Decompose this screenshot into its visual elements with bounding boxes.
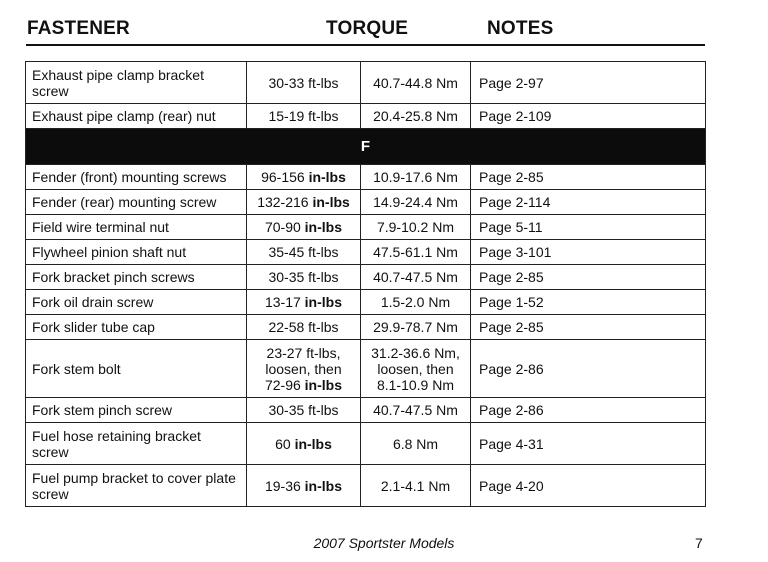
- header-fastener: FASTENER: [27, 18, 130, 39]
- metric-cell: 2.1-4.1 Nm: [361, 465, 471, 507]
- header-torque: TORQUE: [326, 18, 409, 39]
- table-row: [26, 423, 706, 465]
- fastener-cell: Field wire terminal nut: [26, 215, 247, 240]
- table-row: [26, 465, 706, 507]
- fastener-cell: Exhaust pipe clamp (rear) nut: [26, 104, 247, 129]
- torque-cell: 96-156 in-lbs: [247, 165, 361, 190]
- metric-cell: 40.7-47.5 Nm: [361, 265, 471, 290]
- notes-cell: Page 2-109: [471, 104, 706, 129]
- torque-cell: 13-17 in-lbs: [247, 290, 361, 315]
- table-row: [26, 265, 706, 290]
- notes-cell: Page 2-97: [471, 62, 706, 104]
- metric-cell: 31.2-36.6 Nm, loosen, then 8.1-10.9 Nm: [361, 340, 471, 398]
- torque-cell: 70-90 in-lbs: [247, 215, 361, 240]
- metric-cell: 47.5-61.1 Nm: [361, 240, 471, 265]
- metric-cell: 6.8 Nm: [361, 423, 471, 465]
- torque-cell: 19-36 in-lbs: [247, 465, 361, 507]
- fastener-cell: Fender (rear) mounting screw: [26, 190, 247, 215]
- torque-cell: 23-27 ft-lbs, loosen, then 72-96 in-lbs: [247, 340, 361, 398]
- notes-cell: Page 2-86: [471, 398, 706, 423]
- notes-cell: Page 1-52: [471, 290, 706, 315]
- metric-cell: 7.9-10.2 Nm: [361, 215, 471, 240]
- metric-cell: 10.9-17.6 Nm: [361, 165, 471, 190]
- fastener-cell: Exhaust pipe clamp bracket screw: [26, 62, 247, 104]
- metric-cell: 20.4-25.8 Nm: [361, 104, 471, 129]
- table-row: [26, 190, 706, 215]
- notes-cell: Page 2-85: [471, 315, 706, 340]
- fastener-cell: Fork slider tube cap: [26, 315, 247, 340]
- fastener-cell: Fork stem bolt: [26, 340, 247, 398]
- metric-cell: 29.9-78.7 Nm: [361, 315, 471, 340]
- notes-cell: Page 3-101: [471, 240, 706, 265]
- table-row: [26, 290, 706, 315]
- metric-cell: 1.5-2.0 Nm: [361, 290, 471, 315]
- page-number: 7: [695, 535, 703, 551]
- torque-cell: 30-33 ft-lbs: [247, 62, 361, 104]
- table-row: [26, 215, 706, 240]
- table-row: [26, 315, 706, 340]
- section-band: [26, 129, 706, 165]
- notes-cell: Page 4-31: [471, 423, 706, 465]
- fastener-cell: Fork bracket pinch screws: [26, 265, 247, 290]
- fastener-cell: Fuel pump bracket to cover plate screw: [26, 465, 247, 507]
- torque-cell: 30-35 ft-lbs: [247, 265, 361, 290]
- torque-cell: 35-45 ft-lbs: [247, 240, 361, 265]
- metric-cell: 40.7-44.8 Nm: [361, 62, 471, 104]
- fastener-cell: Fork stem pinch screw: [26, 398, 247, 423]
- fastener-cell: Flywheel pinion shaft nut: [26, 240, 247, 265]
- notes-cell: Page 2-114: [471, 190, 706, 215]
- table-row: [26, 165, 706, 190]
- notes-cell: Page 5-11: [471, 215, 706, 240]
- table-row: [26, 62, 706, 104]
- notes-cell: Page 2-85: [471, 265, 706, 290]
- table-row: [26, 240, 706, 265]
- fastener-cell: Fuel hose retaining bracket screw: [26, 423, 247, 465]
- table-row: [26, 104, 706, 129]
- header-rule: [26, 44, 705, 46]
- torque-cell: 60 in-lbs: [247, 423, 361, 465]
- header-notes: NOTES: [487, 18, 554, 39]
- table-row: [26, 398, 706, 423]
- metric-cell: 14.9-24.4 Nm: [361, 190, 471, 215]
- torque-cell: 22-58 ft-lbs: [247, 315, 361, 340]
- notes-cell: Page 4-20: [471, 465, 706, 507]
- fastener-cell: Fender (front) mounting screws: [26, 165, 247, 190]
- torque-cell: 30-35 ft-lbs: [247, 398, 361, 423]
- metric-cell: 40.7-47.5 Nm: [361, 398, 471, 423]
- torque-cell: 15-19 ft-lbs: [247, 104, 361, 129]
- fastener-cell: Fork oil drain screw: [26, 290, 247, 315]
- table-row: [26, 340, 706, 398]
- footer-title: 2007 Sportster Models: [313, 535, 455, 551]
- torque-cell: 132-216 in-lbs: [247, 190, 361, 215]
- notes-cell: Page 2-86: [471, 340, 706, 398]
- section-letter: F: [26, 129, 706, 165]
- notes-cell: Page 2-85: [471, 165, 706, 190]
- torque-table: [25, 61, 706, 507]
